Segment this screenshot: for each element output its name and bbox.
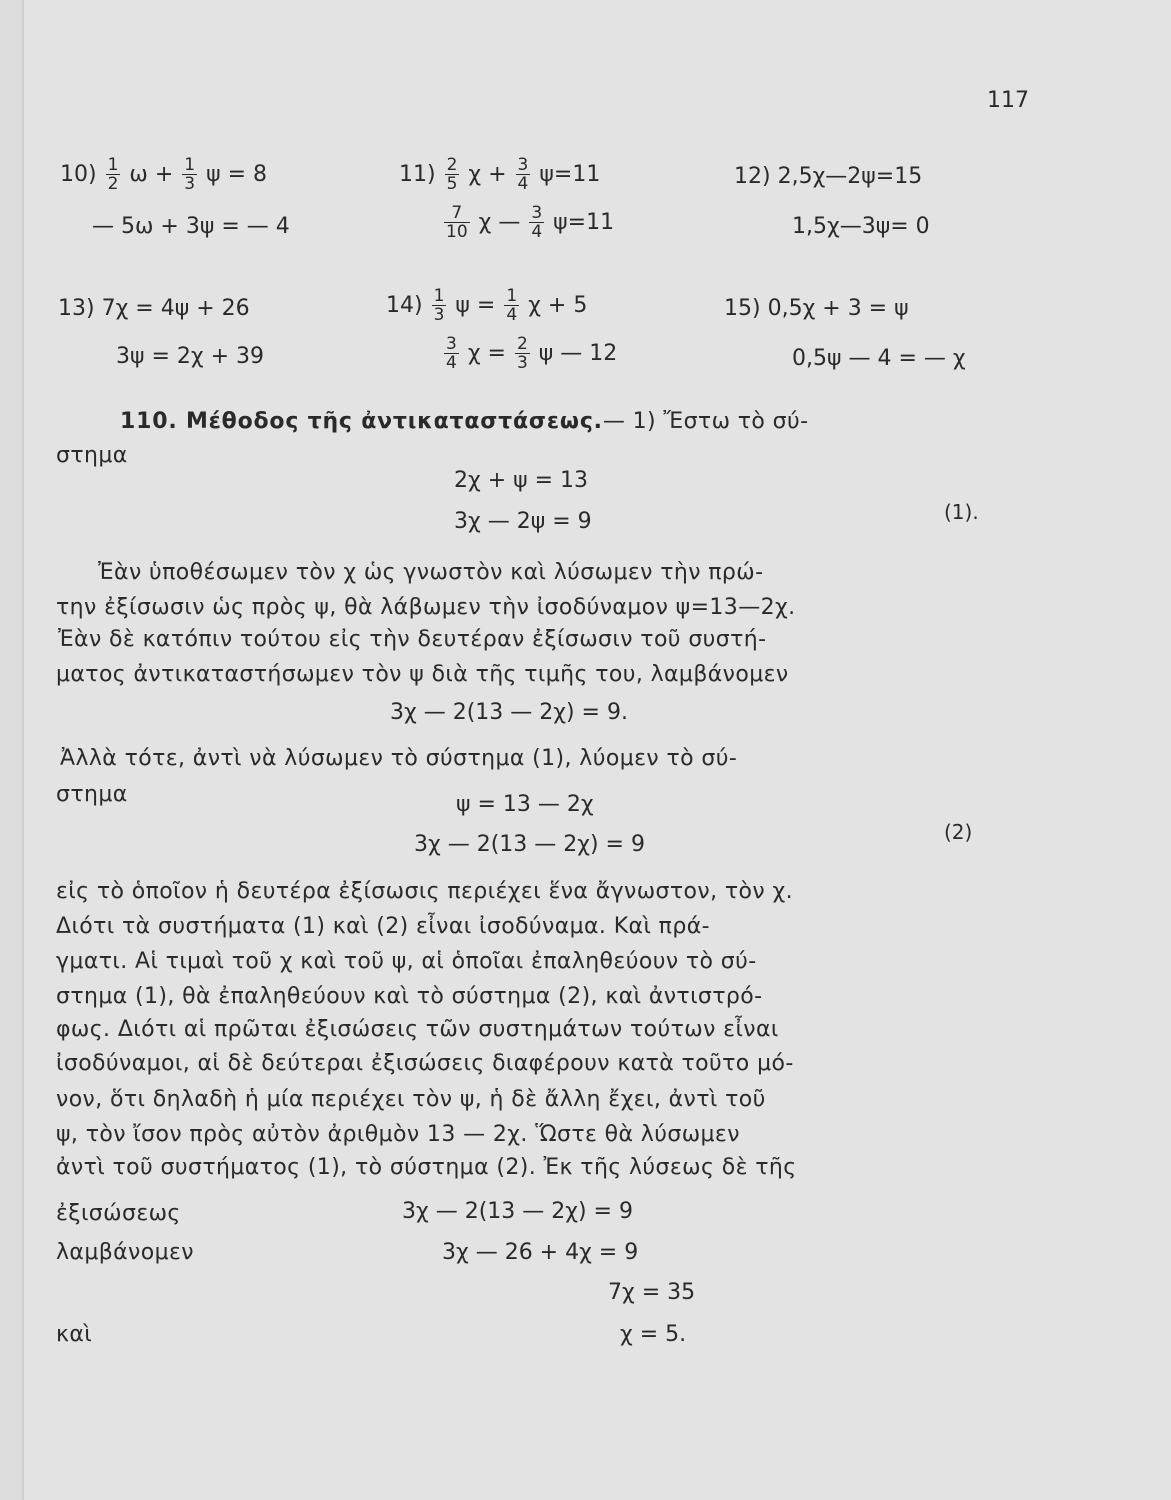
paragraph-3-line-9: ἀντὶ τοῦ συστήματος (1), τὸ σύστημα (2). Ἐκ τῆς λύσεως δὲ τῆς: [56, 1155, 797, 1180]
term: ψ =: [455, 293, 496, 318]
paragraph-2-line-1: Ἀλλὰ τότε, ἀντὶ νὰ λύσωμεν τὸ σύστημα (1), λύομεν τὸ σύ-: [60, 746, 738, 771]
system-1-eq-1: 2χ + ψ = 13: [454, 468, 589, 493]
paragraph-3-line-8: ψ, τὸν ἴσον πρὸς αὐτὸν ἀριθμὸν 13 — 2χ. Ὥστε θὰ λύσωμεν: [56, 1122, 740, 1147]
exercise-number: 14): [386, 293, 423, 318]
fraction: $\frac{7}{10}$: [446, 203, 468, 242]
exercise-10-line-2: — 5ω + 3ψ = — 4: [92, 214, 290, 239]
paragraph-3-line-6: ἰσοδύναμοι, αἱ δὲ δεύτεραι ἐξισώσεις διαφέρουν κατὰ τοῦτο μό-: [56, 1051, 794, 1076]
term: ψ=11: [553, 210, 615, 235]
text-line: στημα: [56, 443, 128, 468]
section-heading-line: [120, 409, 809, 434]
term: ω +: [129, 162, 174, 187]
book-page: [22, 0, 1171, 1500]
fraction: $\frac{1}{4}$: [506, 286, 518, 325]
fraction: $\frac{2}{5}$: [446, 155, 458, 194]
heading-continuation: — 1) Ἔστω τὸ σύ-: [602, 409, 809, 434]
paragraph-3-line-3: γματι. Αἱ τιμαὶ τοῦ χ καὶ τοῦ ψ, αἱ ὁποῖαι ἐπαληθεύουν τὸ σύ-: [56, 949, 757, 974]
exercise-14-line-1: [386, 288, 587, 324]
term: 0,5χ + 3 = ψ: [767, 296, 909, 321]
paragraph-1-line-2: την ἐξίσωσιν ὡς πρὸς ψ, θὰ λάβωμεν τὴν ἰσοδύναμον ψ=13—2χ.: [56, 595, 796, 620]
exercise-number: 12): [734, 164, 771, 189]
term: χ +: [468, 162, 507, 187]
exercise-13-line-2: 3ψ = 2χ + 39: [116, 344, 265, 369]
paragraph-3-line-1: εἰς τὸ ὁποῖον ἡ δευτέρα ἐξίσωσις περιέχει ἕνα ἄγνωστον, τὸν χ.: [56, 879, 793, 904]
fraction: $\frac{2}{3}$: [516, 334, 528, 373]
exercise-15-line-1: [724, 296, 909, 321]
fraction: $\frac{1}{3}$: [433, 286, 445, 325]
paragraph-3-line-2: Διότι τὰ συστήματα (1) καὶ (2) εἶναι ἰσοδύναμα. Καὶ πρά-: [56, 914, 710, 939]
paragraph-1-line-4: ματος ἀντικαταστήσωμεν τὸν ψ διὰ τῆς τιμῆς του, λαμβάνομεν: [56, 662, 789, 687]
fraction: $\frac{3}{4}$: [446, 334, 457, 373]
exercise-12-line-2: 1,5χ—3ψ= 0: [792, 214, 930, 239]
paragraph-3-line-5: φως. Διότι αἱ πρῶται ἐξισώσεις τῶν συστημάτων τούτων εἶναι: [56, 1017, 779, 1042]
system-2-eq-2: 3χ — 2(13 — 2χ) = 9: [414, 832, 645, 857]
paragraph-2-line-2: στημα: [56, 782, 128, 807]
exercise-number: 11): [399, 162, 436, 187]
working-eq-3: 7χ = 35: [608, 1280, 696, 1305]
system-1-eq-2: 3χ — 2ψ = 9: [454, 509, 592, 534]
working-eq-1: 3χ — 2(13 — 2χ) = 9: [402, 1199, 633, 1224]
paragraph-3-line-4: στημα (1), θὰ ἐπαληθεύουν καὶ τὸ σύστημα (2), καὶ ἀντιστρό-: [56, 984, 763, 1009]
word-lamvanomen: λαμβάνομεν: [56, 1240, 194, 1265]
fraction: $\frac{3}{4}$: [517, 155, 529, 194]
working-eq-2: 3χ — 26 + 4χ = 9: [442, 1240, 639, 1265]
system-2-tag: (2): [944, 820, 973, 844]
exercise-11-line-1: [399, 157, 600, 193]
term: ψ — 12: [538, 341, 618, 366]
exercise-13-line-1: [58, 296, 250, 321]
fraction: $\frac{3}{4}$: [531, 203, 543, 242]
term: χ + 5: [528, 293, 588, 318]
word-kai: καὶ: [56, 1322, 93, 1347]
exercise-number: 10): [60, 162, 97, 187]
term: 7χ = 4ψ + 26: [101, 296, 250, 321]
paragraph-1-line-3: Ἐὰν δὲ κατόπιν τούτου εἰς τὴν δευτέραν ἐξίσωσιν τοῦ συστή-: [58, 627, 767, 652]
fraction: $\frac{1}{2}$: [107, 155, 119, 194]
exercise-12-line-1: [734, 164, 922, 189]
substitution-equation: 3χ — 2(13 — 2χ) = 9.: [390, 700, 628, 725]
term: ψ=11: [539, 162, 601, 187]
term: χ =: [467, 341, 506, 366]
paragraph-1-line-1: Ἐὰν ὑποθέσωμεν τὸν χ ὡς γνωστὸν καὶ λύσωμεν τὴν πρώ-: [98, 560, 764, 585]
working-eq-4: χ = 5.: [620, 1322, 687, 1347]
system-1-tag: (1).: [944, 500, 979, 524]
term: ψ = 8: [206, 162, 268, 187]
term: χ —: [478, 210, 521, 235]
section-heading: 110. Μέθοδος τῆς ἀντικαταστάσεως.: [120, 409, 603, 434]
paragraph-3-line-7: νον, ὅτι δηλαδὴ ἡ μία περιέχει τὸν ψ, ἡ δὲ ἄλλη ἔχει, ἀντὶ τοῦ: [56, 1087, 766, 1112]
term: 2,5χ—2ψ=15: [777, 164, 923, 189]
system-2-eq-1: ψ = 13 — 2χ: [456, 792, 594, 817]
exercise-10-line-1: [60, 157, 267, 193]
exercise-number: 13): [58, 296, 95, 321]
page-number: 117: [987, 88, 1029, 113]
exercise-15-line-2: 0,5ψ — 4 = — χ: [792, 346, 966, 371]
word-exisoseos: ἐξισώσεως: [56, 1201, 181, 1226]
exercise-11-line-2: [442, 205, 614, 241]
exercise-number: 15): [724, 296, 761, 321]
fraction: $\frac{1}{3}$: [184, 155, 196, 194]
exercise-14-line-2: [442, 336, 617, 372]
